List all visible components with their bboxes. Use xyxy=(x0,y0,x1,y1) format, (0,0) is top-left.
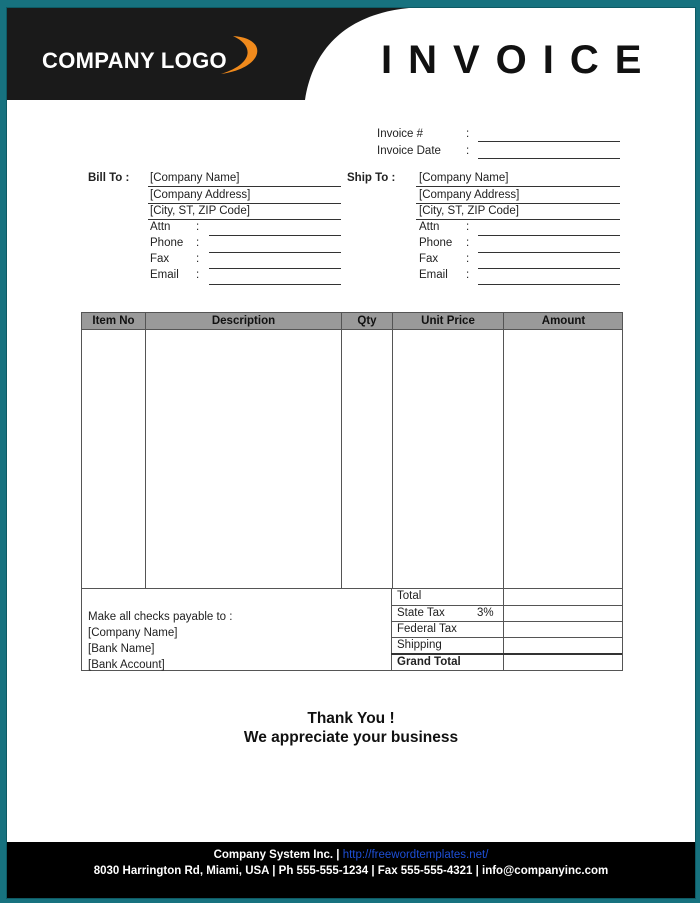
header-description: Description xyxy=(145,313,341,329)
header-qty: Qty xyxy=(341,313,392,329)
colon: : xyxy=(466,253,470,265)
column-divider xyxy=(341,329,342,588)
state-tax-rate: 3% xyxy=(477,607,494,619)
invoice-sheet xyxy=(6,7,696,899)
grand-total-row xyxy=(391,653,622,671)
ship-to-email-field[interactable] xyxy=(478,284,620,285)
ship-to-fax-label: Fax xyxy=(419,253,439,265)
bill-to-attn-label: Attn xyxy=(150,221,171,233)
payment-instruction: Make all checks payable to : xyxy=(88,611,233,623)
ship-to-phone-field[interactable] xyxy=(478,252,620,253)
appreciation-message: We appreciate your business xyxy=(243,729,459,746)
state-tax-label: State Tax xyxy=(397,607,445,619)
column-divider xyxy=(145,329,146,588)
bill-to-company-address[interactable]: [Company Address] xyxy=(150,189,251,201)
bill-to-email-label: Email xyxy=(150,269,179,281)
invoice-number-field[interactable] xyxy=(478,141,620,142)
shipping-row xyxy=(391,637,622,654)
items-table-body[interactable] xyxy=(81,329,623,588)
underline xyxy=(416,219,620,220)
bill-to-phone-field[interactable] xyxy=(209,252,341,253)
colon: : xyxy=(466,145,470,157)
ship-to-fax-field[interactable] xyxy=(478,268,620,269)
ship-to-label: Ship To : xyxy=(347,172,396,184)
invoice-number-label: Invoice # xyxy=(377,128,424,140)
total-row xyxy=(391,589,622,605)
ship-to-company-name[interactable]: [Company Name] xyxy=(419,172,509,184)
footer xyxy=(7,842,695,898)
bill-to-attn-field[interactable] xyxy=(209,235,341,236)
bill-to-phone-label: Phone xyxy=(150,237,184,249)
shipping-label: Shipping xyxy=(397,639,442,651)
ship-to-attn-field[interactable] xyxy=(478,235,620,236)
company-logo: COMPANY LOGO xyxy=(42,48,227,73)
federal-tax-row xyxy=(391,621,622,638)
header-amount: Amount xyxy=(503,313,623,329)
footer-company-line xyxy=(7,849,695,861)
thank-you-heading: Thank You ! xyxy=(307,710,395,727)
bill-to-company-name[interactable]: [Company Name] xyxy=(150,172,240,184)
bill-to-fax-field[interactable] xyxy=(209,268,341,269)
invoice-title: INVOICE xyxy=(381,38,658,82)
payment-bank-account: [Bank Account] xyxy=(88,659,165,671)
bill-to-email-field[interactable] xyxy=(209,284,341,285)
underline xyxy=(416,203,620,204)
column-divider xyxy=(503,329,504,588)
underline xyxy=(148,186,341,187)
bill-to-city-line[interactable]: [City, ST, ZIP Code] xyxy=(150,205,250,217)
underline xyxy=(148,203,341,204)
colon: : xyxy=(466,128,470,140)
colon: : xyxy=(196,253,200,265)
colon: : xyxy=(466,221,470,233)
colon: : xyxy=(196,269,200,281)
payment-bank-name: [Bank Name] xyxy=(88,643,155,655)
colon: : xyxy=(196,221,200,233)
header-unit-price: Unit Price xyxy=(392,313,503,329)
footer-address: 8030 Harrington Rd, Miami, USA | Ph 555-555-1234 | Fax 555-555-4321 | info@companyinc.com xyxy=(93,865,609,877)
colon: : xyxy=(466,237,470,249)
colon: : xyxy=(466,269,470,281)
federal-tax-label: Federal Tax xyxy=(397,623,457,635)
invoice-date-label: Invoice Date xyxy=(377,145,441,157)
underline xyxy=(416,186,620,187)
totals-section xyxy=(81,588,623,671)
colon: : xyxy=(196,237,200,249)
items-table-header xyxy=(81,312,623,330)
grand-total-label: Grand Total xyxy=(397,656,461,668)
total-label: Total xyxy=(397,590,422,602)
ship-to-city-line[interactable]: [City, ST, ZIP Code] xyxy=(419,205,519,217)
ship-to-phone-label: Phone xyxy=(419,237,453,249)
bill-to-label: Bill To : xyxy=(88,172,130,184)
invoice-date-field[interactable] xyxy=(478,158,620,159)
footer-website-link[interactable]: http://freewordtemplates.net/ xyxy=(342,849,489,861)
column-divider xyxy=(392,329,393,588)
footer-company: Company System Inc. | xyxy=(213,849,340,861)
bill-to-fax-label: Fax xyxy=(150,253,170,265)
ship-to-attn-label: Attn xyxy=(419,221,440,233)
underline xyxy=(148,219,341,220)
ship-to-email-label: Email xyxy=(419,269,448,281)
header-item-no: Item No xyxy=(92,315,135,327)
state-tax-row xyxy=(391,605,622,622)
payment-company-name: [Company Name] xyxy=(88,627,178,639)
ship-to-company-address[interactable]: [Company Address] xyxy=(419,189,520,201)
